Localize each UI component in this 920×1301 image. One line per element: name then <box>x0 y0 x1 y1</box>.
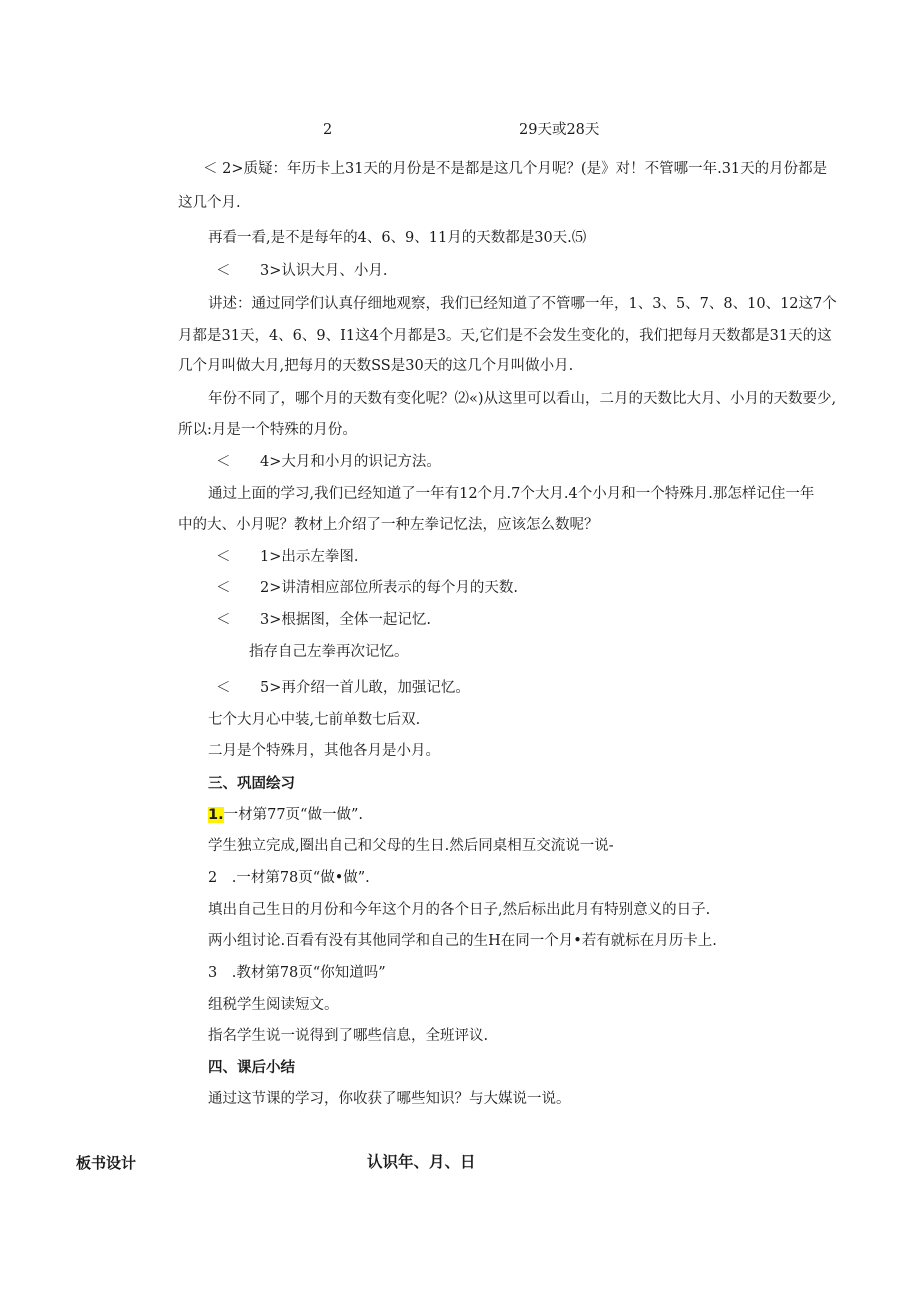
board-title: 认识年、月、日 <box>367 1153 476 1171</box>
exercise-2-desc2: 两小组讨论.百看有没有其他同学和自己的生H在同一个月•若有就标在月历卡上. <box>208 933 717 949</box>
para-question-line1: ＜ 2>质疑：年历卡上31天的月份是不是都是这几个月呢？(是》对！不管哪一年.31天的月份都是 <box>203 161 828 177</box>
section-heading: 四、课后小结 <box>208 1060 295 1076</box>
para-february-line1: 年份不同了，哪个月的天数有变化呢？⑵«)从这里可以看山，二月的天数比大月、小月的天数要少, <box>208 391 837 407</box>
exercise-number: 1. <box>208 807 224 823</box>
para-explain-line3: 几个月叫做大月,把每月的天数SS是30天的这几个月叫做小月. <box>178 358 574 374</box>
exercise-3-desc1: 组税学生阅读短文。 <box>208 997 339 1013</box>
step-marker: ＜ <box>216 454 231 470</box>
step-rhyme-intro: 5>再介绍一首儿敢，加强记忆。 <box>260 680 470 696</box>
exercise-3-desc2: 指名学生说一说得到了哪些信息，全班评议. <box>208 1028 489 1044</box>
rhyme-line1: 七个大月心中装,七前单数七后双. <box>208 712 421 728</box>
para-question-line2: 这几个月. <box>178 195 241 211</box>
para-summary-line2: 中的大、小月呢？教材上介绍了一种左拳记忆法，应该怎么数呢？ <box>178 517 599 533</box>
rhyme-line2: 二月是个特殊月，其他各月是小月。 <box>208 743 440 759</box>
exercise-1 <box>208 805 363 825</box>
para-summary-line1: 通过上面的学习,我们已经知道了一年有12个月.7个大月.4个小月和一个特殊月.那怎样记住一年 <box>208 486 815 502</box>
exercise-text: 一材第77页“做一做”. <box>223 807 363 823</box>
step-memorize-again: 指存自己左拳再次记忆。 <box>249 644 409 660</box>
board-label: 板书设计 <box>76 1154 137 1172</box>
exercise-2: 2 .一材第78页“做•做”. <box>208 870 370 886</box>
step-show-fist: 1>出示左拳图. <box>260 549 359 565</box>
para-look-again: 再看一看,是不是每年的4、6、9、11月的天数都是30天.⑸ <box>208 230 587 246</box>
step-memory-method: 4>大月和小月的识记方法。 <box>260 454 441 470</box>
step-marker: ＜ <box>216 612 231 628</box>
step-memorize: 3>根据图，全体一起记忆. <box>260 612 431 628</box>
step-marker: ＜ <box>216 263 231 279</box>
top-row-right: 29天或28天 <box>519 122 600 138</box>
step-big-small-month: 3>认识大月、小月. <box>260 263 388 279</box>
exercise-2-desc1: 填出自己生日的月份和今年这个月的各个日子,然后标出此月有特别意义的日子. <box>208 902 711 918</box>
exercise-3: 3 .教材第78页“你知道吗” <box>208 965 386 981</box>
step-marker: ＜ <box>216 549 231 565</box>
summary-text: 通过这节课的学习，你收获了哪些知识？与大媒说一说。 <box>208 1091 571 1107</box>
para-february-line2: 所以:月是一个特殊的月份。 <box>178 422 357 438</box>
step-marker: ＜ <box>216 680 231 696</box>
top-row-left: 2 <box>323 122 333 138</box>
para-explain-line2: 月都是31天，4、6、9、I1这4个月都是3。天,它们是不会发生变化的，我们把每月天数都是31天的这 <box>178 328 832 344</box>
para-explain-line1: 讲述：通过同学们认真仔细地观察，我们已经知道了不管哪一年，1、3、5、7、8、10、12这7个 <box>208 296 837 312</box>
step-marker: ＜ <box>216 580 231 596</box>
exercise-1-desc: 学生独立完成,圈出自己和父母的生日.然后同桌相互交流说一说- <box>208 838 614 854</box>
section-heading: 三、巩固绘习 <box>208 776 295 792</box>
step-explain-days: 2>讲清相应部位所表示的每个月的天数. <box>260 580 518 596</box>
